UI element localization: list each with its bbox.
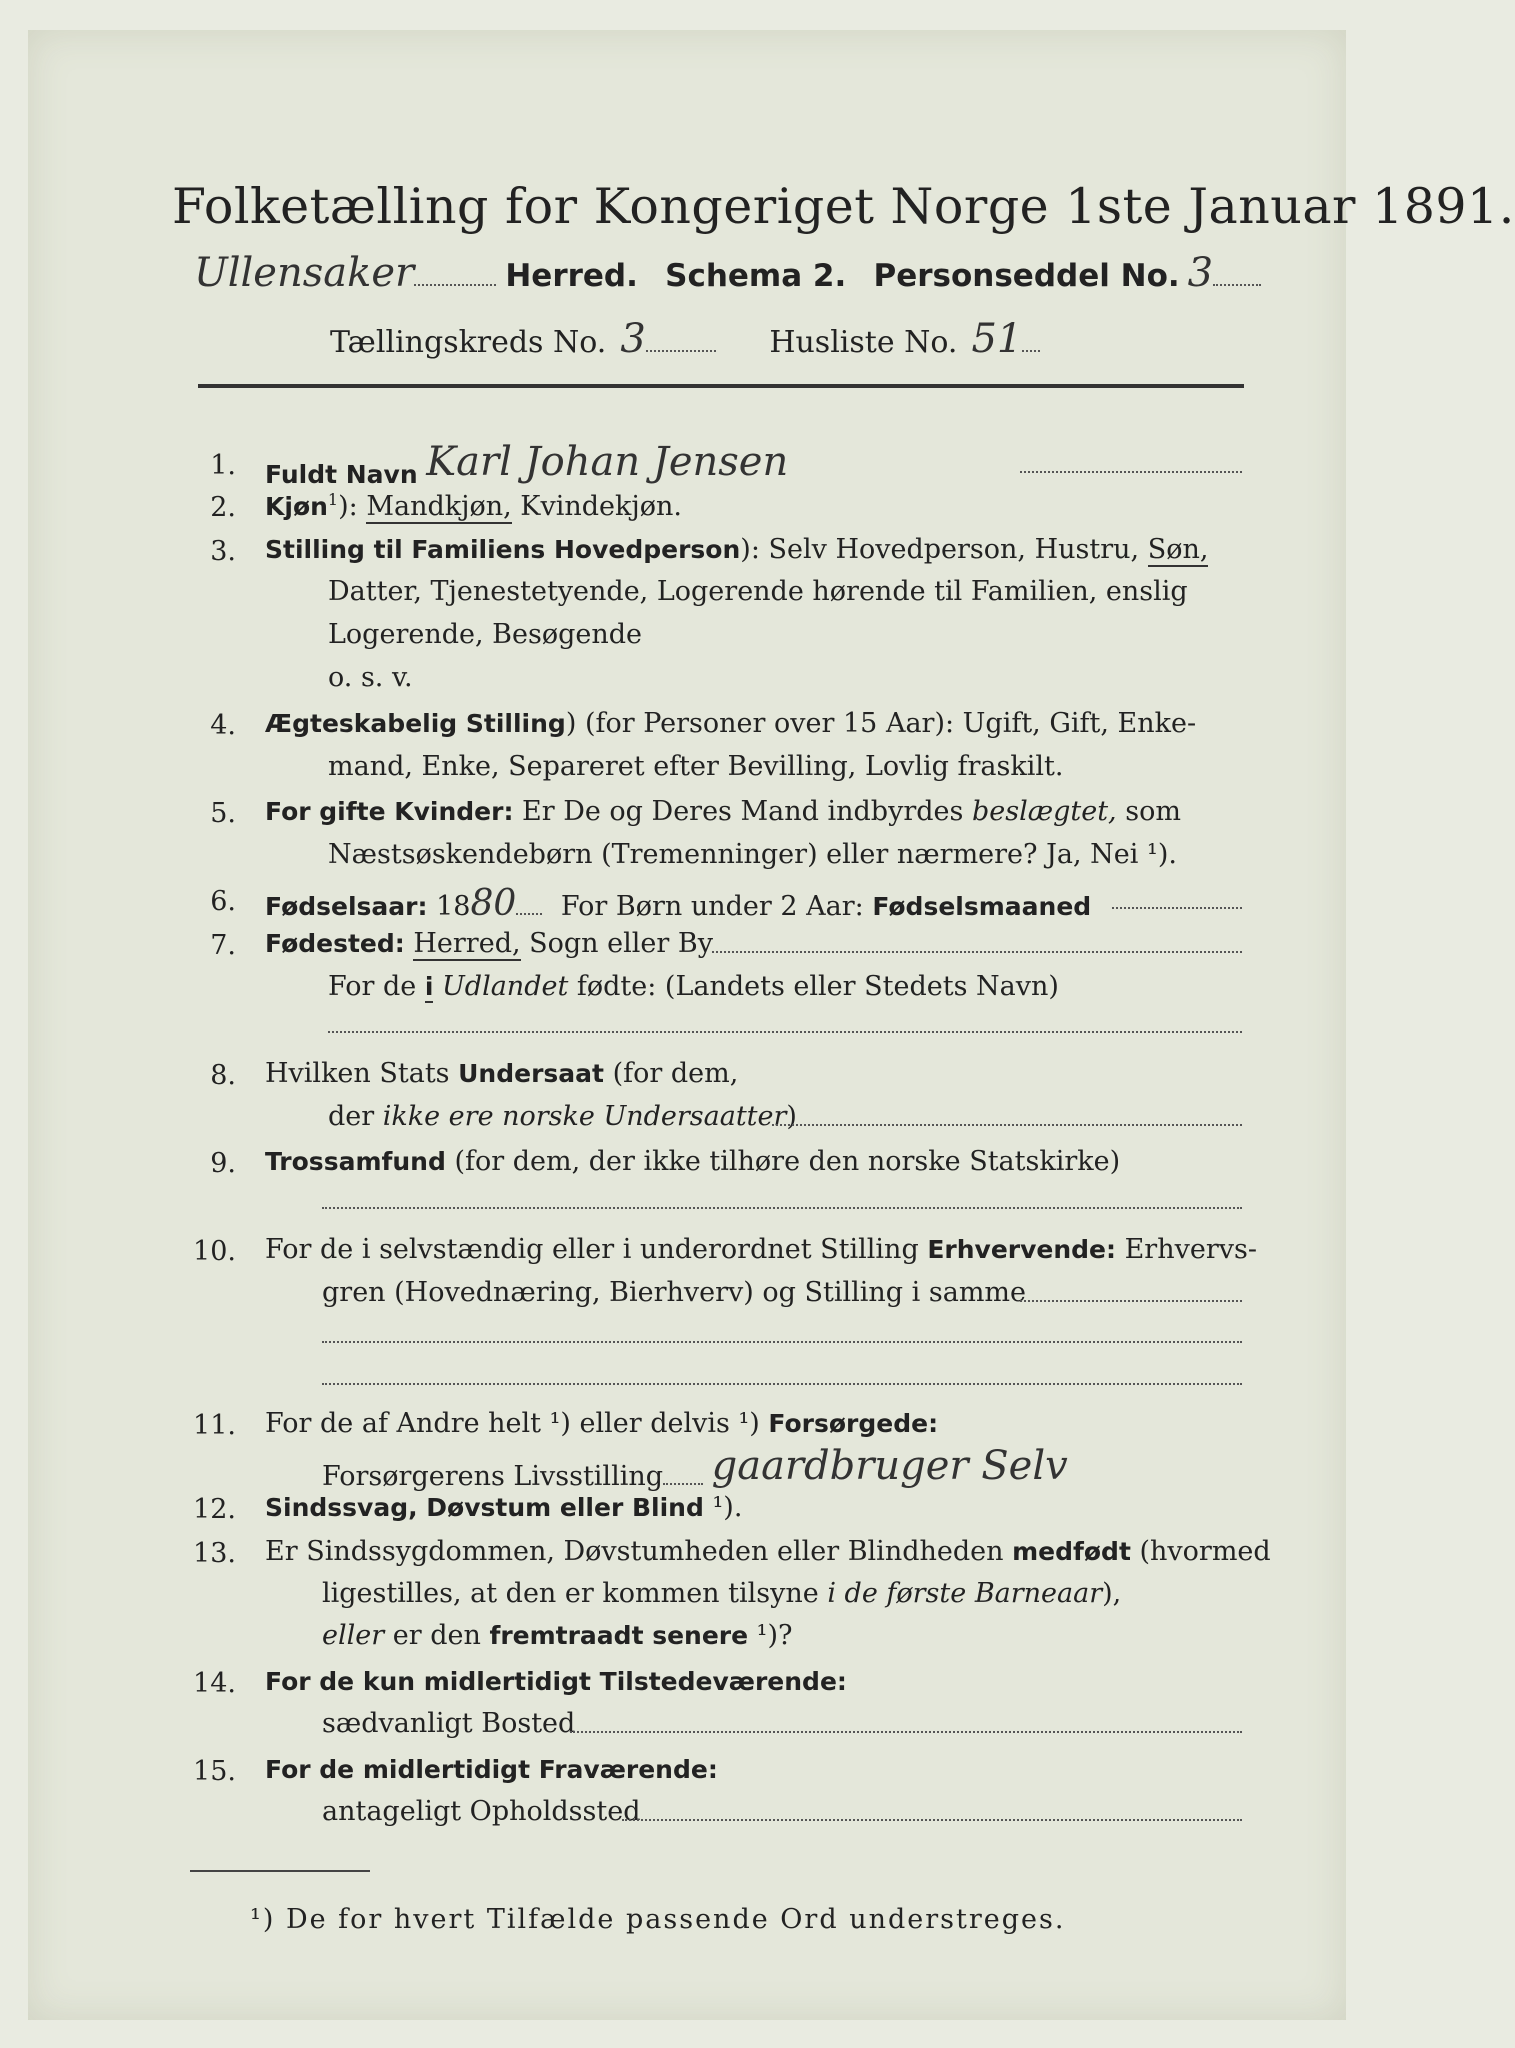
item-6-label-2: Fødselsmaaned	[872, 892, 1092, 921]
item-2	[265, 492, 682, 520]
item-13-line-2a: ligestilles, at den er kommen tilsyne	[322, 1578, 828, 1609]
item-7-line-2	[328, 973, 1059, 1000]
item-10-dotted-line-b	[322, 1340, 1242, 1343]
item-3-line-4: o. s. v.	[328, 662, 413, 693]
item-13-line-3a: eller	[322, 1620, 385, 1651]
item-8-line-2a: der	[328, 1101, 383, 1132]
item-7	[265, 930, 713, 957]
item-13-number: 13.	[193, 1538, 236, 1569]
item-3-label: Stilling til Familiens Hovedperson	[265, 535, 741, 564]
item-12-label: Sindssvag, Døvstum eller Blind	[265, 1493, 704, 1522]
item-1	[265, 439, 789, 490]
item-2-option-mandkjon: Mandkjøn,	[366, 491, 512, 522]
item-11-value: gaardbruger Selv	[711, 1443, 1068, 1489]
item-9-number: 9.	[210, 1148, 236, 1179]
item-12-number: 12.	[193, 1494, 236, 1525]
item-3-line-2: Datter, Tjenestetyende, Logerende hørende til Familien, enslig	[328, 576, 1188, 607]
schema-label: Schema 2.	[665, 258, 847, 294]
item-1-value: Karl Johan Jensen	[426, 439, 789, 485]
item-6-value: 80	[470, 883, 517, 924]
herred-label: Herred.	[505, 258, 638, 294]
item-15-line-2: antageligt Opholdssted	[322, 1796, 641, 1827]
item-9-dotted-line	[322, 1206, 1242, 1209]
item-2-number: 2.	[210, 492, 236, 523]
item-15-label: For de midlertidigt Fraværende:	[265, 1755, 718, 1784]
item-5-line-2: Næstsøskendebørn (Tremenninger) eller nærmere? Ja, Nei ¹).	[328, 839, 1177, 870]
item-7-line-2d: Udlandet	[442, 971, 569, 1002]
footnote: ¹) De for hvert Tilfælde passende Ord understreges.	[250, 1904, 1066, 1935]
item-6-prefix: 18	[427, 891, 471, 922]
item-7-option-herred: Herred,	[413, 928, 521, 959]
herred-dotted-line	[414, 283, 496, 286]
item-14-number: 14.	[193, 1668, 236, 1699]
herred-value: Ullensaker	[194, 250, 415, 296]
item-8-rest: (for dem,	[603, 1058, 739, 1089]
item-8-label: Undersaat	[458, 1059, 604, 1088]
item-11-number: 11.	[193, 1410, 236, 1441]
item-14-dotted-line	[570, 1730, 1242, 1733]
item-8-dotted-line	[772, 1123, 1242, 1126]
item-10-label: Erhvervende:	[927, 1235, 1117, 1264]
item-13-line-3d: ¹)?	[748, 1620, 793, 1651]
item-5-number: 5.	[210, 798, 236, 829]
item-14	[265, 1668, 847, 1695]
item-13	[265, 1538, 1271, 1565]
footnote-divider	[190, 1870, 370, 1872]
item-14-label: For de kun midlertidigt Tilstedeværende:	[265, 1667, 847, 1696]
item-12	[265, 1494, 742, 1521]
item-14-line-2: sædvanligt Bosted	[322, 1708, 576, 1739]
item-1-label: Fuldt Navn	[265, 460, 418, 489]
personseddel-label: Personseddel No.	[873, 258, 1180, 294]
kreds-value: 3	[620, 316, 646, 362]
personseddel-dotted-line	[1213, 283, 1261, 286]
item-10-rest: Erhvervs-	[1116, 1234, 1257, 1265]
item-11	[265, 1410, 938, 1437]
item-10-dotted-line-a	[1020, 1299, 1242, 1302]
item-9-rest: (for dem, der ikke tilhøre den norske Statskirke)	[445, 1146, 1121, 1177]
item-7-line-2e: fødte: (Landets eller Stedets Navn)	[568, 971, 1059, 1002]
item-11-label: Forsørgede:	[768, 1409, 939, 1438]
item-5	[265, 798, 1181, 825]
item-3	[265, 536, 1208, 563]
item-3-rest: ): Selv Hovedperson, Hustru,	[740, 534, 1148, 565]
item-13-line-2	[322, 1580, 1121, 1607]
item-7-line-2b: i	[424, 972, 434, 1001]
item-11-dotted-line	[663, 1482, 703, 1485]
item-7-dotted-line	[712, 950, 1242, 953]
item-13-line-2b: i de første Barneaar	[827, 1578, 1103, 1609]
item-11-line-2-label: Forsørgerens Livsstilling	[322, 1461, 664, 1492]
item-6-label: Fødselsaar:	[265, 892, 428, 921]
item-9-label: Trossamfund	[265, 1147, 446, 1176]
item-4-label: Ægteskabelig Stilling	[265, 709, 566, 738]
kreds-row	[330, 316, 1040, 362]
item-1-dotted-line	[1020, 470, 1242, 473]
item-7-rest: Sogn eller By	[520, 928, 713, 959]
item-6-rest: For Børn under 2 Aar:	[552, 891, 873, 922]
herred-row	[194, 250, 1261, 296]
item-4-rest: ) (for Personer over 15 Aar): Ugift, Gift, Enke-	[565, 708, 1197, 739]
personseddel-value: 3	[1187, 250, 1214, 296]
item-12-rest: ¹).	[703, 1492, 743, 1523]
item-2-label: Kjøn	[265, 492, 328, 521]
item-7-line-2a: For de	[328, 971, 425, 1002]
item-13-rest: (hvormed	[1130, 1536, 1271, 1567]
item-8	[265, 1060, 738, 1087]
item-3-number: 3.	[210, 536, 236, 567]
item-13-line-1: Er Sindssygdommen, Døvstumheden eller Blindheden	[265, 1536, 1013, 1567]
item-7-number: 7.	[210, 930, 236, 961]
item-5-rest: Er De og Deres Mand indbyrdes	[513, 796, 972, 827]
item-13-line-3	[322, 1622, 793, 1649]
item-3-line-3: Logerende, Besøgende	[328, 619, 642, 650]
item-8-line-2	[328, 1103, 797, 1130]
item-10	[265, 1236, 1257, 1263]
item-5-emphasis: beslægtet,	[971, 796, 1117, 827]
item-5-rest-2: som	[1116, 796, 1181, 827]
item-2-rest: ):	[338, 491, 367, 522]
item-4	[265, 710, 1196, 737]
item-4-number: 4.	[210, 710, 236, 741]
husliste-dotted-line	[1022, 349, 1040, 352]
husliste-value: 51	[971, 316, 1023, 362]
kreds-label: Tællingskreds No.	[330, 325, 607, 360]
item-13-line-3c: fremtraadt senere	[489, 1621, 749, 1650]
item-13-line-2c: ),	[1102, 1578, 1122, 1609]
item-8-line-1: Hvilken Stats	[265, 1058, 459, 1089]
item-6-dotted-line-a	[516, 912, 542, 915]
item-13-label: medfødt	[1012, 1537, 1131, 1566]
item-6	[265, 883, 1092, 924]
item-11-line-1: For de af Andre helt ¹) eller delvis ¹)	[265, 1408, 769, 1439]
item-7-label: Fødested:	[265, 929, 405, 958]
item-7-line-2c	[433, 971, 442, 1002]
item-15-number: 15.	[193, 1756, 236, 1787]
item-13-line-3b: er den	[384, 1620, 490, 1651]
kreds-dotted-line	[646, 349, 716, 352]
header-divider	[198, 384, 1244, 388]
item-15	[265, 1756, 718, 1783]
item-8-number: 8.	[210, 1060, 236, 1091]
item-10-line-1: For de i selvstændig eller i underordnet Stilling	[265, 1234, 928, 1265]
item-10-number: 10.	[193, 1236, 236, 1267]
item-6-number: 6.	[210, 886, 236, 917]
item-2-sup: 1	[327, 490, 339, 509]
item-4-line-2: mand, Enke, Separeret efter Bevilling, Lovlig fraskilt.	[328, 751, 1064, 782]
item-6-dotted-line-b	[1112, 906, 1242, 909]
item-8-line-2c: )	[786, 1101, 797, 1132]
item-5-label: For gifte Kvinder:	[265, 797, 514, 826]
item-10-line-2: gren (Hovednæring, Bierhverv) og Stilling i samme	[322, 1277, 1027, 1308]
item-7-dotted-line-2	[328, 1030, 1242, 1033]
item-11-line-2	[322, 1443, 1068, 1492]
item-9	[265, 1148, 1120, 1175]
item-10-dotted-line-c	[322, 1382, 1242, 1385]
item-15-dotted-line	[622, 1818, 1242, 1821]
item-2-option-kvindekjon: Kvindekjøn.	[511, 491, 682, 522]
item-3-option-son: Søn,	[1147, 534, 1209, 565]
husliste-label: Husliste No.	[769, 325, 958, 360]
item-1-number: 1.	[210, 450, 236, 481]
form-title: Folketælling for Kongeriget Norge 1ste Januar 1891.	[172, 178, 1515, 235]
item-8-line-2b: ikke ere norske Undersaatter	[382, 1101, 787, 1132]
